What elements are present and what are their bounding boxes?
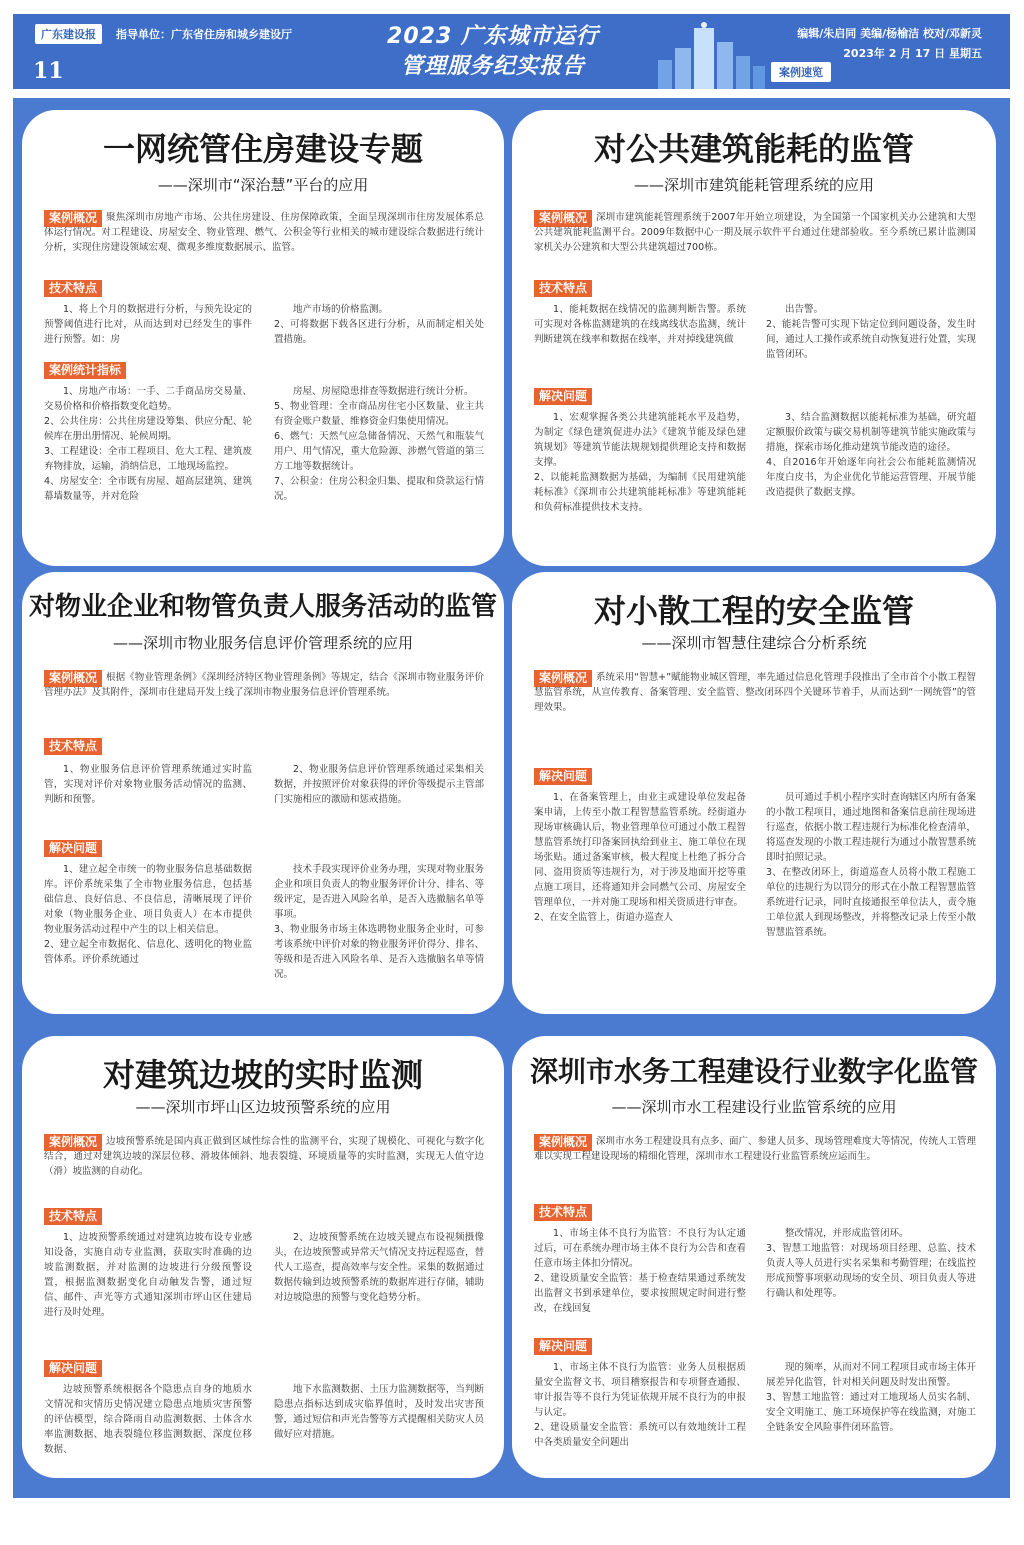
overview-text: 深圳市建筑能耗管理系统于2007年开始立项建设，为全国第一个国家机关办公建筑和大型公共建筑能耗监测平台。2009年数据中心一期及展示软件平台通过住建部验收。至今系统已累计监测国家机关办公建筑和大型公共建筑超过700栋。 (534, 212, 976, 253)
section-text-right: 房屋、房屋隐患排查等数据进行统计分析。 5、物业管理：全市商品房住宅小区数量、业主共有资金账户数量、维修资金归集使用情况。 6、燃气：天然气应急储备情况、天然气和瓶装气用户、用气情况，重大危险源、涉燃气管道的第三方工地等数据统计。 7、公积金：住房公积金归集、提取和贷款运行情况。 (274, 386, 484, 502)
card-subtitle: ——深圳市水工程建设行业监管系统的应用 (611, 1098, 897, 1116)
card-title: 对公共建筑能耗的监管 (593, 130, 914, 168)
section-text-right: 员可通过手机小程序实时查询辖区内所有备案的小散工程项目，通过地图和备案信息前往现场进行巡查，依据小散工程违规行为标准化检查清单，将巡查发现的小散工程违规行为通过小散智慧系统即时拍照记录。 3、在整改闭环上，街道巡查人员将小散工程施工单位的违规行为以罚分的形式在小散工程智慧监管系统进行记录，同时直接通报至单位法人，责令施工单位派人到现场整改，并将整改记录上传至小散智慧监管系统。 (766, 792, 976, 938)
overview-label: 案例概况 (534, 1134, 592, 1151)
section-label: 案例统计指标 (44, 362, 126, 379)
section-text-left: 1、市场主体不良行为监管：不良行为认定通过后，可在系统办理市场主体不良行为公告和查看任意市场主体扣分情况。 2、建设质量安全监管：基于检查结果通过系统发出监督文书到承建单位，要求按照规定时间进行整改，在线回复 (534, 1228, 746, 1314)
case-card-slope (22, 1036, 504, 1478)
section-text-left: 1、能耗数据在线情况的监测判断告警。系统可实现对各栋监测建筑的在线离线状态监测，统计判断建筑在线率和数据在线率，并对掉线建筑做 (534, 304, 746, 345)
overview-label: 案例概况 (534, 670, 592, 687)
card-title: 深圳市水务工程建设行业数字化监管 (529, 1055, 978, 1088)
card-title: 对物业企业和物管负责人服务活动的监管 (28, 592, 497, 622)
case-card-property (22, 572, 504, 1014)
section-text-left: 1、边坡预警系统通过对建筑边坡布设专业感知设备，实施自动专业监测，获取实时准确的边坡监测数据，并对监测的边坡进行分级预警设置，根据监测数据变化自动触发告警，通过短信、邮件、声光等方式通知深圳市坪山区住建局进行及时处理。 (44, 1232, 252, 1318)
overview-label: 案例概况 (44, 1134, 102, 1151)
section-text-right: 2、物业服务信息评价管理系统通过采集相关数据，并按照评价对象获得的评价等级提示主管部门实施相应的激励和惩戒措施。 (274, 764, 484, 805)
guide-unit: 指导单位：广东省住房和城乡建设厅 (116, 28, 292, 41)
card-subtitle: ——深圳市“深治慧”平台的应用 (157, 176, 369, 194)
section-text-right: 现的频率，从而对不同工程项目或市场主体开展差异化监管，针对相关问题及时发出预警。 3、智慧工地监管：通过对工地现场人员实名制、安全文明施工、施工环境保护等在线监测，对施工全链条安全风险事件闭环监管。 (766, 1362, 976, 1433)
case-card-small-works (512, 572, 996, 1014)
section-label: 技术特点 (44, 280, 102, 297)
section-text-left: 边坡预警系统根据各个隐患点自身的地质水文情况和灾情历史情况建立隐患点地质灾害预警的评估模型，综合降雨自动监测数据、土体含水率监测数据、地表裂缝位移监测数据、深度位移数据、 (44, 1384, 252, 1455)
section-label: 技术特点 (534, 1204, 592, 1221)
card-subtitle: ——深圳市物业服务信息评价管理系统的应用 (112, 634, 413, 652)
section-label: 技术特点 (44, 738, 102, 755)
section-text-left: 1、市场主体不良行为监管：业务人员根据质量安全监督文书、项目稽察报告和专项督查通报、审计报告等不良行为凭证依规开展不良行为的申报与认定。 2、建设质量安全监管：系统可以有效地统计工程中各类质量安全问题出 (534, 1362, 746, 1448)
card-title: 一网统管住房建设专题 (102, 130, 423, 168)
section-text-right: 技术手段实现评价业务办理，实现对物业服务企业和项目负责人的物业服务评价计分、排名、等级评定，是否进入风险名单，是否入选撤脑名单等事项。 3、物业服务市场主体选聘物业服务企业时，可参考该系统中评价对象的物业服务评价得分、排名、等级和是否进入风险名单、是否入选撤脑名单等情况。 (274, 864, 484, 980)
report-title (338, 22, 648, 82)
section-badge: 案例速览 (771, 62, 831, 82)
card-title: 对小散工程的安全监管 (593, 592, 914, 630)
issue-date: 2023年 2 月 17 日 星期五 (843, 47, 982, 60)
case-card-energy (512, 110, 996, 566)
section-text-left: 1、在备案管理上，由业主或建设单位发起备案申请，上传至小散工程智慧监管系统。经街道办现场审核确认后，物业管理单位可通过小散工程智慧监管系统打印备案回执给到业主、施工单位在现场张贴。通过备案审核，极大程度上杜绝了拆分合同、盗用资质等违规行为，对于涉及地面开挖等重点施工项目，还将通知并会同燃气公司、房屋安全管理单位，一并对施工现场和相关资质进行审查。 2、在安全监管上，街道办巡查人 (534, 792, 746, 923)
city-buildings-icon (653, 20, 773, 89)
section-text-left: 1、物业服务信息评价管理系统通过实时监管，实现对评价对象物业服务活动情况的监测、判断和预警。 (44, 764, 252, 805)
section-text-right: 2、边坡预警系统在边坡关键点布设视频摄像头，在边坡预警或异常天气情况支持远程巡查，替代人工巡查，提高效率与安全性。采集的数据通过数据传输到边坡预警系统的数据库进行存储，辅助对边坡隐患的预警与变化趋势分析。 (274, 1232, 484, 1303)
newspaper-tag: 广东建设报 (35, 24, 102, 44)
report-title-line2: 管理服务纪实报告 (400, 54, 585, 79)
section-text-left: 1、宏观掌握各类公共建筑能耗水平及趋势，为制定《绿色建筑促进办法》《建筑节能及绿色建筑规划》等建筑节能法规规划提供理论支持和数据支撑。 2、以能耗监测数据为基础，为编制《民用建筑能耗标准》《深圳市公共建筑能耗标准》等建筑能耗和负荷标准提供技术支持。 (534, 412, 746, 513)
page-header (13, 14, 1010, 89)
section-label: 技术特点 (44, 1208, 102, 1225)
case-card-housing (22, 110, 504, 566)
section-label: 解决问题 (44, 840, 102, 857)
section-label: 解决问题 (534, 1338, 592, 1355)
card-subtitle: ——深圳市坪山区边坡预警系统的应用 (135, 1098, 391, 1116)
section-label: 技术特点 (534, 280, 592, 297)
section-label: 解决问题 (534, 388, 592, 405)
section-text-right: 整改情况，并形成监管闭环。 3、智慧工地监管：对现场项目经理、总监、技术负责人等人员进行实名采集和考勤管理；在线监控形成预警事项驱动现场的安全员、项目负责人等进行确认和处理等。 (766, 1228, 976, 1299)
overview-text: 深圳市水务工程建设具有点多、面广、参建人员多、现场管理难度大等情况，传统人工管理难以实现工程建设现场的精细化管理，深圳市水工程建设行业监管系统应运而生。 (534, 1136, 976, 1162)
section-text-right: 出告警。 2、能耗告警可实现下钻定位到问题设备，发生时间，通过人工操作或系统自动恢复进行处置，实现监管闭环。 (766, 304, 976, 360)
case-card-water (512, 1036, 996, 1478)
section-label: 解决问题 (44, 1360, 102, 1377)
card-subtitle: ——深圳市智慧住建综合分析系统 (641, 634, 867, 652)
overview-text: 系统采用“智慧+”赋能物业城区管理，率先通过信息化管理手段推出了全市首个小散工程智慧监管系统，从宣传教育、备案管理、安全监管、整改闭环四个关键环节着手，从而达到“一网统管”的管理效果。 (534, 672, 976, 713)
section-text-right: 3、结合监测数据以能耗标准为基础，研究超定额服价政策与碳交易机制等建筑节能实施政策与措施，探索市场化推动建筑节能改造的途径。 4、自2016年开始逐年向社会公布能耗监测情况年度白皮书，为企业优化节能运营管理、开展节能改造提供了数据支撑。 (766, 412, 976, 498)
report-title-line1: 2023 广东城市运行 (387, 24, 599, 49)
overview-label: 案例概况 (44, 210, 102, 227)
overview-text: 根据《物业管理条例》《深圳经济特区物业管理条例》等规定，结合《深圳市物业服务评价管理办法》及其附件，深圳市住建局开发上线了深圳市物业服务信息评价管理系统。 (44, 672, 484, 698)
section-text-left: 1、建立起全市统一的物业服务信息基础数据库。评价系统采集了全市物业服务信息，包括基础信息、良好信息、不良信息，清晰展现了评价对象（物业服务企业、项目负责人）在本市提供物业服务活动过程中产生的以上相关信息。 2、建立起全市数据化、信息化、透明化的物业监管体系。评价系统通过 (44, 864, 252, 965)
page-number: 11 (33, 58, 64, 84)
overview-text: 聚焦深圳市房地产市场、公共住房建设、住房保障政策，全面呈现深圳市住房发展体系总体运行情况。对工程建设、房屋安全、物业管理、燃气、公积金等行业相关的城市建设综合数据进行统计分析，实现住房建设领域宏观、微观多维度数据展示、监管。 (44, 212, 484, 253)
section-text-right: 地产市场的价格监测。 2、可将数据下载各区进行分析，从而制定相关处置措施。 (274, 304, 484, 345)
section-text-left: 1、将上个月的数据进行分析，与预先设定的预警阈值进行比对，从而达到对已经发生的事件进行预警。如：房 (44, 304, 252, 345)
section-text-right: 地下水监测数据、土压力监测数据等，当判断隐患点指标达到成灾临界值时，及时发出灾害预警，通过短信和声光告警等方式提醒相关防灾人员做好应对措施。 (274, 1384, 484, 1440)
editors: 编辑/朱启同 美编/杨榆洁 校对/邓新灵 (797, 27, 982, 40)
overview-label: 案例概况 (44, 670, 102, 687)
section-text-left: 1、房地产市场：一手、二手商品房交易量、交易价格和价格指数变化趋势。 2、公共住房：公共住房建设筹集、供应分配、轮候库在册出册情况、轮候周期。 3、工程建设：全市工程项目、危大工程、建筑废弃物排放，运输，消纳信息，工地现场监控。 4、房屋安全：全市既有房屋、超高层建筑、建筑幕墙数量等，并对危险 (44, 386, 252, 502)
overview-text: 边坡预警系统是国内真正做到区域性综合性的监测平台，实现了规模化、可视化与数字化结合，通过对建筑边坡的深层位移、滑坡体倾斜、地表裂缝、环境质量等的实时监测，实现无人值守边（滑）坡监测的自动化。 (44, 1136, 484, 1177)
overview-label: 案例概况 (534, 210, 592, 227)
section-label: 解决问题 (534, 768, 592, 785)
card-title: 对建筑边坡的实时监测 (102, 1056, 423, 1094)
card-subtitle: ——深圳市建筑能耗管理系统的应用 (633, 176, 874, 194)
